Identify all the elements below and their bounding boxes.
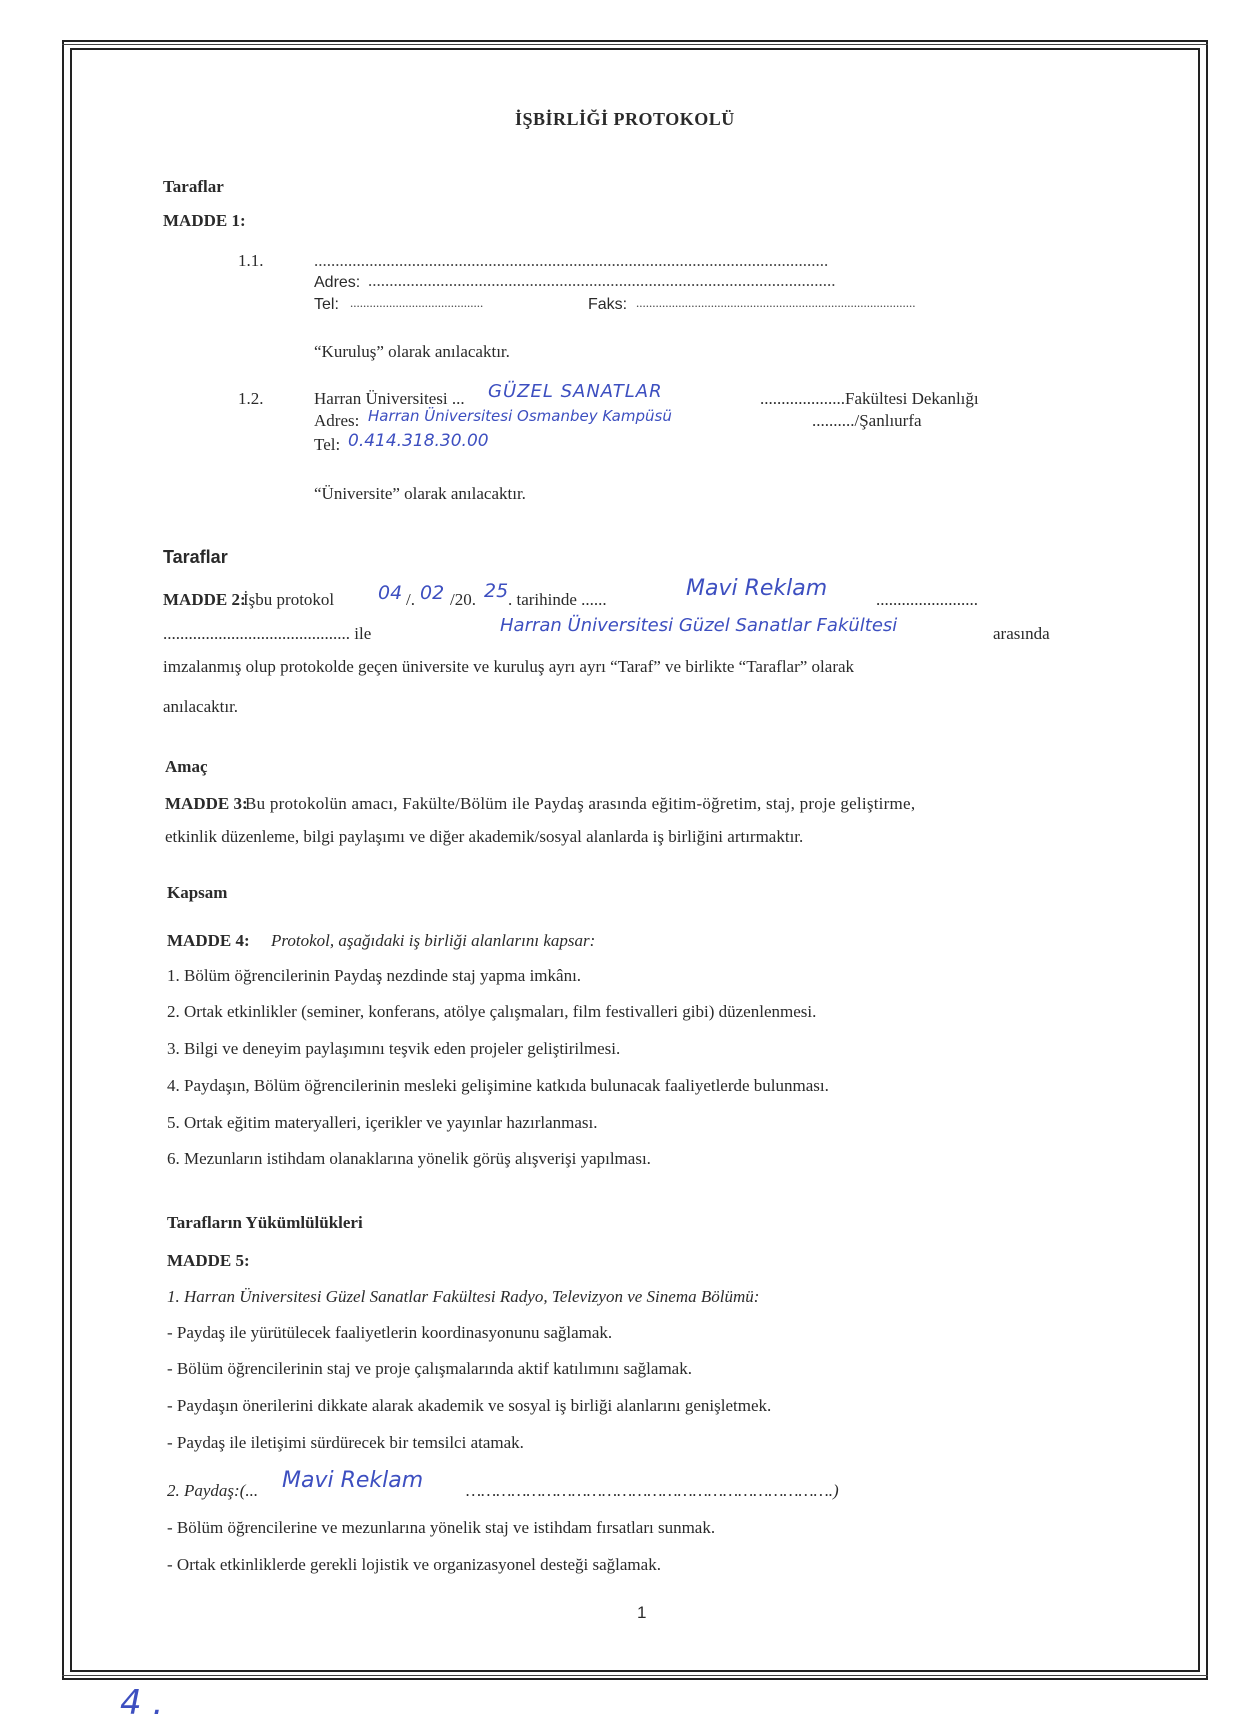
item-1-1-number: 1.1. bbox=[238, 251, 264, 270]
obligations-sub-2-suffix: ……………………………………………………………….) bbox=[466, 1481, 839, 1500]
article-2-university-handwritten: Harran Üniversitesi Güzel Sanatlar Fakültesi bbox=[500, 615, 898, 636]
article-2-text-d: ............................................ ile bbox=[163, 624, 372, 643]
article-3-label: MADDE 3: bbox=[165, 794, 248, 813]
article-4-label: MADDE 4: bbox=[167, 931, 250, 950]
obligations-sub-2-item-1: - Bölüm öğrencilerine ve mezunlarına yönelik staj ve istihdam fırsatları sunmak. bbox=[167, 1518, 716, 1537]
item-1-2-prefix: Harran Üniversitesi ... bbox=[314, 389, 465, 408]
scope-item-5: 5. Ortak eğitim materyalleri, içerikler ve yayınlar hazırlanması. bbox=[167, 1113, 598, 1132]
page-border-bottom-rule bbox=[62, 1675, 1208, 1676]
article-2-line-3: imzalanmış olup protokolde geçen üniversite ve kuruluş ayrı ayrı “Taraf” ve birlikte “Taraflar” olarak bbox=[163, 657, 855, 676]
article-2-text-b: . tarihinde ...... bbox=[508, 590, 607, 609]
item-1-1-fax-field: ...................................................................................... bbox=[636, 295, 916, 310]
item-1-2-address-handwritten: Harran Üniversitesi Osmanbey Kampüsü bbox=[368, 407, 672, 425]
item-1-2-address-label: Adres: bbox=[314, 411, 360, 430]
article-4-intro: Protokol, aşağıdaki iş birliği alanlarını kapsar: bbox=[271, 931, 596, 950]
article-3-line-2: etkinlik düzenleme, bilgi paylaşımı ve diğer akademik/sosyal alanlarda iş birliğini artırmaktır. bbox=[165, 827, 804, 846]
section-heading-purpose: Amaç bbox=[165, 757, 208, 776]
article-2-company-handwritten: Mavi Reklam bbox=[686, 576, 828, 601]
item-1-2-tel-label: Tel: bbox=[314, 435, 341, 454]
obligations-sub-1-item-1: - Paydaş ile yürütülecek faaliyetlerin koordinasyonunu sağlamak. bbox=[167, 1323, 613, 1342]
handwritten-page-mark: 4 . bbox=[120, 1683, 164, 1723]
obligations-sub-2-item-2: - Ortak etkinliklerde gerekli lojistik ve organizasyonel desteği sağlamak. bbox=[167, 1555, 661, 1574]
section-heading-scope: Kapsam bbox=[167, 883, 228, 902]
item-1-2-alias: “Üniversite” olarak anılacaktır. bbox=[314, 484, 526, 503]
article-2-year: 25 bbox=[484, 580, 509, 602]
obligations-sub-2-prefix: 2. Paydaş:(... bbox=[167, 1481, 259, 1500]
obligations-sub-1-item-4: - Paydaş ile iletişimi sürdürecek bir temsilci atamak. bbox=[167, 1433, 524, 1452]
section-heading-obligations: Tarafların Yükümlülükleri bbox=[167, 1213, 363, 1232]
obligations-sub-1-title: 1. Harran Üniversitesi Güzel Sanatlar Fakültesi Radyo, Televizyon ve Sinema Bölümü: bbox=[167, 1287, 760, 1306]
item-1-2-faculty-suffix: ....................Fakültesi Dekanlığı bbox=[760, 389, 979, 408]
document-title: İŞBİRLİĞİ PROTOKOLÜ bbox=[515, 109, 735, 129]
page-number: 1 bbox=[637, 1603, 647, 1622]
scope-item-1: 1. Bölüm öğrencilerinin Paydaş nezdinde staj yapma imkânı. bbox=[167, 966, 582, 985]
section-heading-parties-2: Taraflar bbox=[163, 547, 228, 567]
item-1-1-alias: “Kuruluş” olarak anılacaktır. bbox=[314, 342, 510, 361]
obligations-sub-1-item-3: - Paydaşın önerilerini dikkate alarak akademik ve sosyal iş birliği alanlarını genişletmek. bbox=[167, 1396, 772, 1415]
item-1-2-address-suffix: ........../Şanlıurfa bbox=[812, 411, 922, 430]
obligations-sub-1-item-2: - Bölüm öğrencilerinin staj ve proje çalışmalarında aktif katılımını sağlamak. bbox=[167, 1359, 692, 1378]
article-2-line-4: anılacaktır. bbox=[163, 697, 239, 716]
article-2-sep-1: /. bbox=[406, 590, 415, 609]
item-1-1-name-field: ......................................................................................................................... bbox=[314, 251, 829, 270]
article-2-text-a: İşbu protokol bbox=[243, 590, 335, 609]
item-1-2-faculty-handwritten: GÜZEL SANATLAR bbox=[488, 381, 663, 402]
article-3-line-1: Bu protokolün amacı, Fakülte/Bölüm ile Paydaş arasında eğitim-öğretim, staj, proje geliştirme, bbox=[245, 794, 916, 813]
item-1-1-address-field: .............................................................................................................. bbox=[368, 271, 836, 290]
item-1-1-tel-label: Tel: bbox=[314, 296, 339, 313]
scope-item-4: 4. Paydaşın, Bölüm öğrencilerinin mesleki gelişimine katkıda bulunacak faaliyetlerde bulunması. bbox=[167, 1076, 829, 1095]
article-2-day: 04 bbox=[378, 582, 403, 604]
article-2-sep-2: /20. bbox=[450, 590, 476, 609]
scope-item-2: 2. Ortak etkinlikler (seminer, konferans, atölye çalışmaları, film festivalleri gibi) düzenlenmesi. bbox=[167, 1002, 817, 1021]
item-1-1-tel-field: ......................................... bbox=[350, 295, 484, 310]
article-2-month: 02 bbox=[420, 582, 445, 604]
item-1-1-fax-label: Faks: bbox=[588, 296, 628, 313]
article-5-label: MADDE 5: bbox=[167, 1251, 250, 1270]
page-border-top-rule bbox=[62, 44, 1208, 45]
item-1-1-address-label: Adres: bbox=[314, 274, 361, 291]
article-2-text-c: ........................ bbox=[876, 590, 978, 609]
article-2-text-e: arasında bbox=[993, 624, 1050, 643]
scope-item-3: 3. Bilgi ve deneyim paylaşımını teşvik eden projeler geliştirilmesi. bbox=[167, 1039, 621, 1058]
item-1-2-number: 1.2. bbox=[238, 389, 264, 408]
obligations-sub-2-handwritten: Mavi Reklam bbox=[282, 1468, 424, 1493]
scope-item-6: 6. Mezunların istihdam olanaklarına yönelik görüş alışverişi yapılması. bbox=[167, 1149, 651, 1168]
article-2-label: MADDE 2: bbox=[163, 590, 246, 609]
article-1-label: MADDE 1: bbox=[163, 211, 246, 230]
section-heading-parties: Taraflar bbox=[163, 177, 224, 196]
item-1-2-tel-handwritten: 0.414.318.30.00 bbox=[348, 431, 489, 451]
